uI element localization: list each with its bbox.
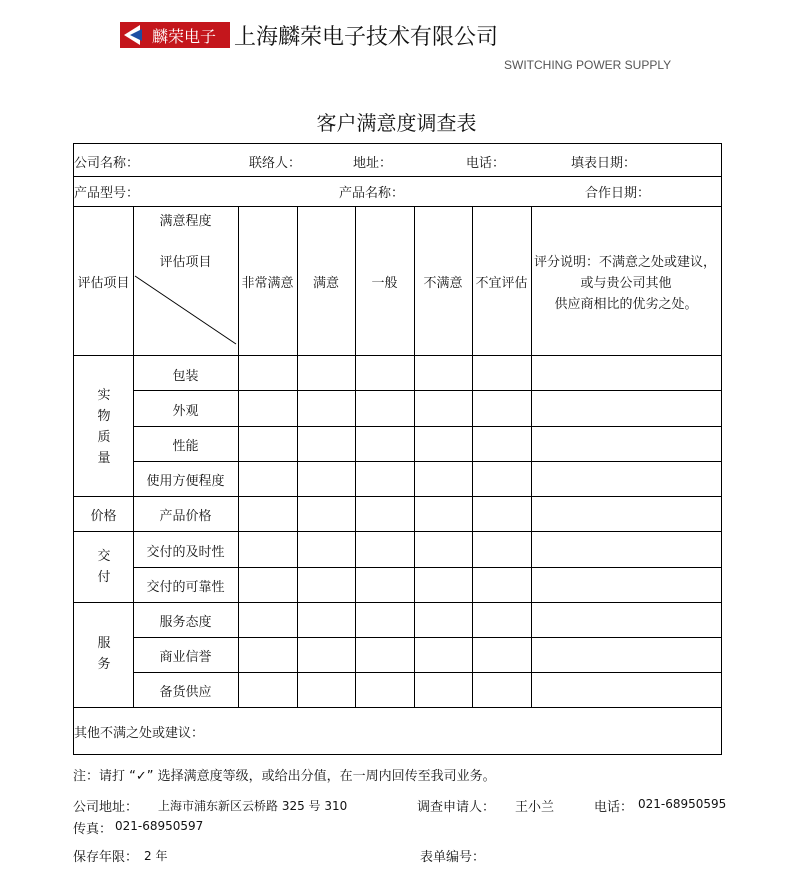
item-delivery-timeliness: 交付的及时性: [146, 545, 225, 560]
applicant-label: 调查申请人：: [417, 800, 496, 815]
grid-line: [74, 531, 721, 532]
grid-line: [74, 602, 721, 603]
item-performance: 性能: [172, 439, 199, 454]
address-label: 地址：: [353, 156, 393, 171]
item-appearance: 外观: [172, 404, 199, 419]
brand-logo: [120, 22, 230, 48]
col-item-header: 评估项目: [77, 276, 130, 291]
item-ease-of-use: 使用方便程度: [146, 474, 225, 489]
item-delivery-reliability: 交付的可靠性: [146, 580, 225, 595]
logo-text: 麟荣电子: [152, 26, 217, 46]
group-delivery: 交 付: [97, 549, 111, 585]
other-suggestions-label: 其他不满之处或建议：: [74, 726, 205, 741]
footer-note: 注：请打 “✓” 选择满意度等级，或给出分值，在一周内回传至我司业务。: [73, 769, 496, 784]
phone-label-footer: 电话：: [594, 800, 634, 815]
company-address: 上海市浦东新区云桥路 325 号 310: [158, 799, 348, 813]
level-very-satisfied: 非常满意: [241, 276, 294, 291]
brand-emblem-icon: [120, 22, 150, 48]
group-service: 服 务: [97, 636, 111, 672]
item-stock-supply: 备货供应: [159, 685, 212, 700]
grid-line: [133, 672, 721, 673]
level-unsatisfied: 不满意: [423, 276, 463, 291]
remark-line-3: 供应商相比的优劣之处。: [554, 297, 698, 312]
applicant-name: 王小兰: [515, 800, 555, 815]
form-number-label: 表单编号：: [420, 850, 486, 865]
survey-table: [73, 143, 722, 755]
level-not-applicable: 不宜评估: [475, 276, 528, 291]
remark-line-1: 评分说明：不满意之处或建议，: [533, 255, 716, 270]
form-title: 客户满意度调查表: [316, 111, 477, 135]
contact-label: 联络人：: [249, 156, 302, 171]
grid-line: [133, 567, 721, 568]
item-product-price: 产品价格: [159, 509, 212, 524]
grid-line: [74, 176, 721, 177]
grid-line: [74, 707, 721, 708]
company-fax: 021-68950597: [115, 819, 204, 833]
grid-line: [133, 637, 721, 638]
group-quality: 实 物 质 量: [97, 388, 111, 466]
group-price: 价格: [90, 509, 117, 524]
grid-line: [133, 426, 721, 427]
company-phone: 021-68950595: [638, 797, 727, 811]
grid-line: [133, 461, 721, 462]
item-business-reputation: 商业信誉: [159, 650, 212, 665]
diag-bottom-label: 评估项目: [159, 255, 212, 270]
fill-date-label: 填表日期：: [571, 156, 637, 171]
grid-line: [133, 390, 721, 391]
item-packaging: 包装: [172, 369, 199, 384]
coop-date-label: 合作日期：: [585, 186, 651, 201]
tagline: SWITCHING POWER SUPPLY: [504, 58, 672, 72]
address-label-footer: 公司地址：: [73, 800, 139, 815]
phone-label: 电话：: [466, 156, 506, 171]
level-average: 一般: [371, 276, 398, 291]
item-service-attitude: 服务态度: [159, 615, 212, 630]
company-name-label: 公司名称：: [74, 156, 140, 171]
model-label: 产品型号：: [74, 186, 140, 201]
diag-top-label: 满意程度: [159, 214, 212, 229]
remark-line-2: 或与贵公司其他: [580, 276, 672, 291]
level-satisfied: 满意: [312, 276, 339, 291]
retention-label: 保存年限：: [73, 850, 139, 865]
company-name: 上海麟荣电子技术有限公司: [234, 25, 499, 50]
retention-period: 2 年: [144, 849, 168, 863]
grid-line: [74, 355, 721, 356]
fax-label: 传真：: [73, 822, 113, 837]
grid-line: [74, 496, 721, 497]
product-name-label: 产品名称：: [339, 186, 405, 201]
